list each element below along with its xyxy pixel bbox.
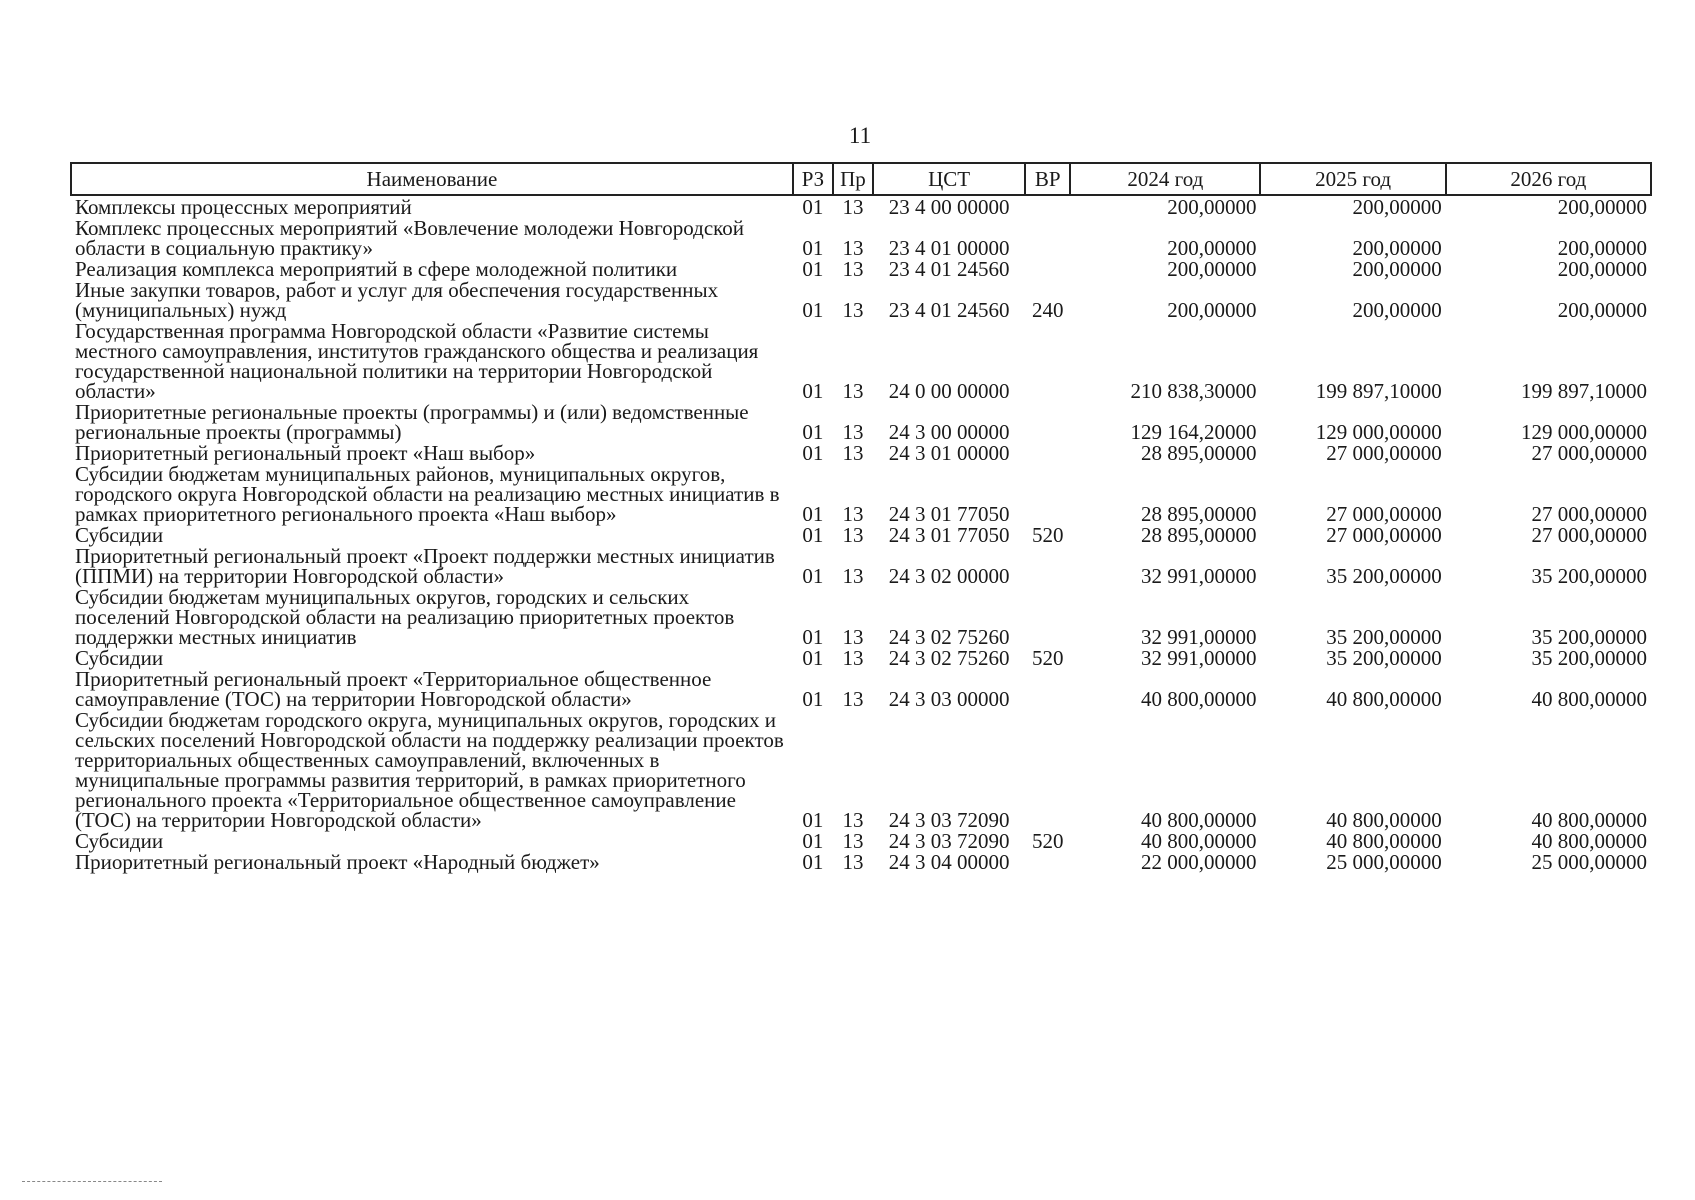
table-row: [71, 524, 1651, 545]
cell-pr: 13: [842, 625, 864, 649]
header-2025: 2025 год: [1260, 163, 1445, 195]
table-row: [71, 668, 1651, 709]
cell-vr: [1025, 320, 1070, 401]
cell-2025: 129 000,00000: [1315, 420, 1442, 444]
cell-2025: 35 200,00000: [1326, 564, 1442, 588]
cell-2024: 28 895,00000: [1140, 441, 1257, 465]
header-rz: РЗ: [793, 163, 833, 195]
table-row: [71, 258, 1651, 279]
cell-2024: 40 800,00000: [1140, 687, 1257, 711]
cell-pr: 13: [842, 441, 864, 465]
cell-rz: 01: [802, 687, 824, 711]
table-row: [71, 851, 1651, 872]
cell-rz: 01: [802, 298, 824, 322]
cell-2025: 27 000,00000: [1326, 523, 1442, 547]
cell-vr: [1025, 709, 1070, 830]
cell-rz: 01: [802, 523, 824, 547]
cell-2026: 129 000,00000: [1521, 420, 1647, 444]
cell-vr: [1025, 463, 1070, 524]
cell-name: Субсидии: [75, 646, 164, 670]
header-2026: 2026 год: [1446, 163, 1651, 195]
cell-2024: 40 800,00000: [1140, 829, 1257, 853]
cell-pr: 13: [842, 687, 864, 711]
cell-name: Комплекс процессных мероприятий «Вовлечение молодежи Новгородской области в социальную практику»: [75, 216, 745, 260]
cell-2025: 200,00000: [1352, 236, 1442, 260]
header-vr: ВР: [1025, 163, 1070, 195]
cell-cst: 24 3 03 72090: [888, 808, 1010, 832]
cell-name: Приоритетный региональный проект «Наш выбор»: [75, 441, 536, 465]
cell-name: Субсидии бюджетам муниципальных округов, городских и сельских поселений Новгородской области на реализацию приоритетных проектов поддержки местных инициатив: [75, 585, 735, 649]
cell-vr: 520: [1031, 523, 1064, 547]
cell-rz: 01: [802, 625, 824, 649]
header-2024: 2024 год: [1070, 163, 1260, 195]
cell-name: Субсидии: [75, 829, 164, 853]
cell-cst: 24 3 01 00000: [888, 441, 1010, 465]
cell-vr: [1025, 545, 1070, 586]
cell-2024: 28 895,00000: [1140, 502, 1257, 526]
cell-cst: 24 3 02 00000: [888, 564, 1010, 588]
cell-pr: 13: [842, 236, 864, 260]
table-row: [71, 709, 1651, 830]
cell-pr: 13: [842, 850, 864, 874]
cell-pr: 13: [842, 829, 864, 853]
cell-vr: [1025, 586, 1070, 647]
cell-pr: 13: [842, 646, 864, 670]
cell-2024: 129 164,20000: [1130, 420, 1257, 444]
cell-2024: 40 800,00000: [1140, 808, 1257, 832]
cell-vr: 520: [1031, 829, 1064, 853]
cell-2026: 35 200,00000: [1531, 625, 1647, 649]
cell-2025: 25 000,00000: [1326, 850, 1442, 874]
table-row: [71, 647, 1651, 668]
table-row: [71, 195, 1651, 217]
cell-name: Комплексы процессных мероприятий: [75, 195, 412, 219]
cell-2026: 40 800,00000: [1531, 808, 1647, 832]
cell-2024: 200,00000: [1167, 195, 1257, 219]
cell-2026: 27 000,00000: [1531, 441, 1647, 465]
cell-2024: 28 895,00000: [1140, 523, 1257, 547]
cell-pr: 13: [842, 523, 864, 547]
table-body: [71, 195, 1651, 872]
table-row: [71, 320, 1651, 401]
cell-vr: [1025, 668, 1070, 709]
table-row: [71, 217, 1651, 258]
cell-vr: [1025, 217, 1070, 258]
cell-rz: 01: [802, 850, 824, 874]
cell-2026: 199 897,10000: [1521, 379, 1647, 403]
cell-2026: 27 000,00000: [1531, 502, 1647, 526]
cell-2024: 200,00000: [1167, 298, 1257, 322]
cell-pr: 13: [842, 502, 864, 526]
cell-name: Приоритетный региональный проект «Народный бюджет»: [75, 850, 600, 874]
cell-2024: 32 991,00000: [1140, 625, 1257, 649]
page-number: 11: [848, 123, 872, 148]
cell-name: Приоритетные региональные проекты (программы) и (или) ведомственные региональные проекты (программы): [75, 400, 749, 444]
cell-name: Субсидии бюджетам городского округа, муниципальных округов, городских и сельских поселений Новгородской области на поддержку реализации проектов территориальных общественных самоуправлений, включенных в муниципальные программы развития территорий, в рамках приоритетного регионального проекта «Территориальное общественное самоуправление (ТОС) на территории Новгородской области»: [75, 708, 784, 832]
cell-pr: 13: [842, 298, 864, 322]
cell-rz: 01: [802, 829, 824, 853]
cell-2026: 200,00000: [1557, 298, 1647, 322]
cell-vr: [1025, 851, 1070, 872]
budget-table: [70, 162, 1652, 872]
cell-name: Субсидии бюджетам муниципальных районов, муниципальных округов, городского округа Новгородской области на реализацию местных инициатив в рамках приоритетного регионального проекта «Наш выбор»: [75, 462, 780, 526]
cell-pr: 13: [842, 808, 864, 832]
cell-2026: 40 800,00000: [1531, 687, 1647, 711]
cell-2024: 210 838,30000: [1130, 379, 1257, 403]
cell-cst: 24 3 01 77050: [888, 523, 1010, 547]
cell-vr: [1025, 401, 1070, 442]
cell-cst: 24 3 00 00000: [888, 420, 1010, 444]
cell-rz: 01: [802, 564, 824, 588]
cell-2026: 200,00000: [1557, 195, 1647, 219]
cell-2025: 200,00000: [1352, 298, 1442, 322]
cell-name: Приоритетный региональный проект «Территориальное общественное самоуправление (ТОС) на территории Новгородской области»: [75, 667, 712, 711]
cell-2025: 200,00000: [1352, 257, 1442, 281]
cell-2024: 32 991,00000: [1140, 646, 1257, 670]
cell-rz: 01: [802, 441, 824, 465]
scan-artifact-line: [22, 1181, 162, 1182]
cell-pr: 13: [842, 257, 864, 281]
cell-2026: 200,00000: [1557, 257, 1647, 281]
cell-cst: 24 3 02 75260: [888, 625, 1010, 649]
cell-2025: 27 000,00000: [1326, 441, 1442, 465]
table-header-row: [71, 163, 1651, 195]
cell-rz: 01: [802, 646, 824, 670]
cell-cst: 23 4 00 00000: [888, 195, 1010, 219]
cell-rz: 01: [802, 420, 824, 444]
cell-vr: 520: [1031, 646, 1064, 670]
cell-rz: 01: [802, 236, 824, 260]
cell-2025: 200,00000: [1352, 195, 1442, 219]
cell-2024: 22 000,00000: [1140, 850, 1257, 874]
cell-rz: 01: [802, 195, 824, 219]
header-cst: ЦСТ: [873, 163, 1025, 195]
cell-name: Субсидии: [75, 523, 164, 547]
cell-pr: 13: [842, 379, 864, 403]
cell-2025: 40 800,00000: [1326, 808, 1442, 832]
cell-name: Реализация комплекса мероприятий в сфере молодежной политики: [75, 257, 678, 281]
cell-cst: 23 4 01 00000: [888, 236, 1010, 260]
cell-vr: [1025, 442, 1070, 463]
cell-name: Государственная программа Новгородской области «Развитие системы местного самоуправления, институтов гражданского общества и реализация государственной национальной политики на территории Новгородской области»: [75, 319, 759, 403]
cell-cst: 23 4 01 24560: [888, 298, 1010, 322]
table-row: [71, 442, 1651, 463]
cell-pr: 13: [842, 420, 864, 444]
cell-2026: 25 000,00000: [1531, 850, 1647, 874]
table-row: [71, 586, 1651, 647]
cell-rz: 01: [802, 808, 824, 832]
cell-2025: 40 800,00000: [1326, 829, 1442, 853]
cell-pr: 13: [842, 195, 864, 219]
cell-vr: 240: [1031, 298, 1064, 322]
cell-2025: 27 000,00000: [1326, 502, 1442, 526]
cell-2026: 35 200,00000: [1531, 564, 1647, 588]
cell-vr: [1025, 258, 1070, 279]
cell-cst: 24 3 02 75260: [888, 646, 1010, 670]
cell-name: Иные закупки товаров, работ и услуг для обеспечения государственных (муниципальных) нужд: [75, 278, 719, 322]
cell-2026: 35 200,00000: [1531, 646, 1647, 670]
cell-cst: 24 3 03 00000: [888, 687, 1010, 711]
cell-rz: 01: [802, 257, 824, 281]
cell-2025: 199 897,10000: [1315, 379, 1442, 403]
cell-2025: 35 200,00000: [1326, 625, 1442, 649]
cell-2026: 27 000,00000: [1531, 523, 1647, 547]
table-row: [71, 401, 1651, 442]
cell-2026: 40 800,00000: [1531, 829, 1647, 853]
header-name: Наименование: [71, 163, 793, 195]
cell-name: Приоритетный региональный проект «Проект поддержки местных инициатив (ППМИ) на территории Новгородской области»: [75, 544, 775, 588]
table-row: [71, 279, 1651, 320]
cell-pr: 13: [842, 564, 864, 588]
cell-2024: 32 991,00000: [1140, 564, 1257, 588]
cell-cst: 24 3 01 77050: [888, 502, 1010, 526]
cell-cst: 24 0 00 00000: [888, 379, 1010, 403]
table-row: [71, 463, 1651, 524]
table-row: [71, 545, 1651, 586]
cell-2025: 35 200,00000: [1326, 646, 1442, 670]
cell-2026: 200,00000: [1557, 236, 1647, 260]
cell-2025: 40 800,00000: [1326, 687, 1442, 711]
cell-cst: 23 4 01 24560: [888, 257, 1010, 281]
header-pr: Пр: [833, 163, 873, 195]
table-row: [71, 830, 1651, 851]
cell-rz: 01: [802, 379, 824, 403]
cell-rz: 01: [802, 502, 824, 526]
cell-cst: 24 3 04 00000: [888, 850, 1010, 874]
cell-2024: 200,00000: [1167, 257, 1257, 281]
cell-vr: [1025, 195, 1070, 217]
cell-2024: 200,00000: [1167, 236, 1257, 260]
cell-cst: 24 3 03 72090: [888, 829, 1010, 853]
